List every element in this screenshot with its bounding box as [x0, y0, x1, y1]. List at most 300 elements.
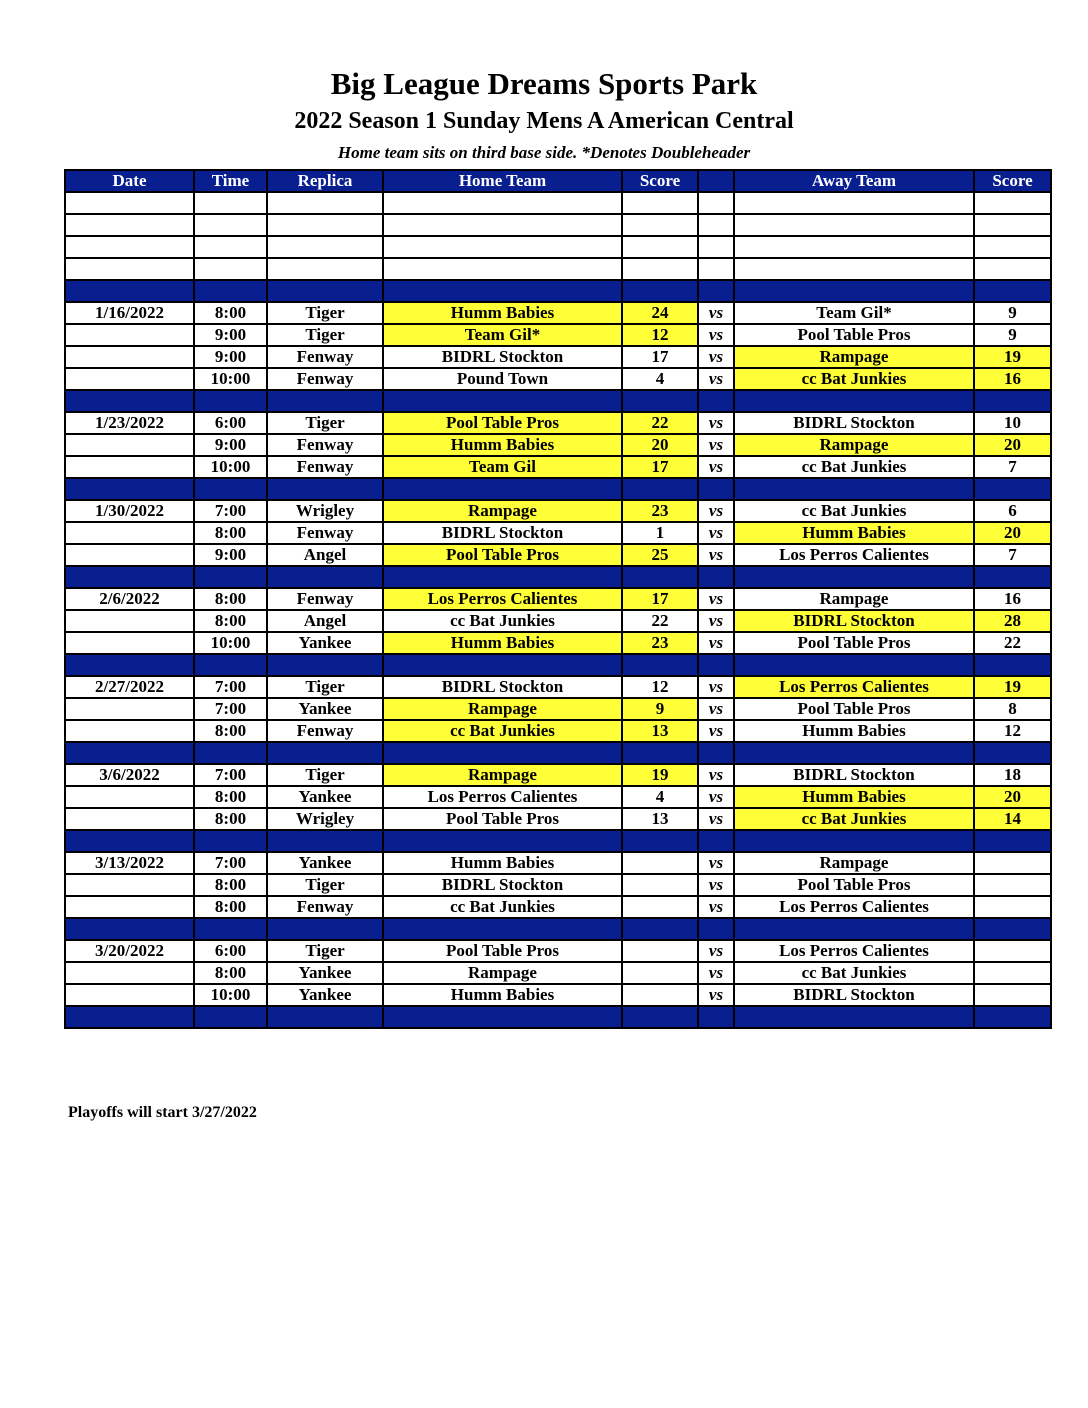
separator-cell [698, 566, 734, 588]
away-score: 20 [974, 434, 1051, 456]
game-row [65, 544, 1051, 566]
separator-cell [194, 742, 267, 764]
home-score: 22 [622, 412, 698, 434]
game-row [65, 368, 1051, 390]
empty-cell [734, 236, 974, 258]
separator-cell [383, 390, 622, 412]
away-team: cc Bat Junkies [734, 808, 974, 830]
col-date-header: Date [65, 170, 194, 192]
away-score: 22 [974, 632, 1051, 654]
game-date: 3/6/2022 [65, 764, 194, 786]
home-score: 20 [622, 434, 698, 456]
home-score [622, 984, 698, 1006]
game-field: Fenway [267, 434, 383, 456]
away-team: Los Perros Calientes [734, 544, 974, 566]
empty-cell [194, 236, 267, 258]
home-team: Rampage [383, 500, 622, 522]
separator-cell [65, 478, 194, 500]
game-field: Tiger [267, 874, 383, 896]
game-row [65, 522, 1051, 544]
vs-label: vs [698, 434, 734, 456]
week-separator-row [65, 390, 1051, 412]
separator-cell [698, 918, 734, 940]
game-time: 8:00 [194, 720, 267, 742]
vs-label: vs [698, 676, 734, 698]
separator-cell [698, 742, 734, 764]
separator-cell [622, 280, 698, 302]
home-team: Humm Babies [383, 632, 622, 654]
game-time: 9:00 [194, 434, 267, 456]
game-row [65, 720, 1051, 742]
vs-label: vs [698, 852, 734, 874]
blank-row [65, 214, 1051, 236]
separator-cell [267, 1006, 383, 1028]
away-score [974, 852, 1051, 874]
separator-cell [383, 280, 622, 302]
home-score: 19 [622, 764, 698, 786]
separator-cell [383, 830, 622, 852]
home-team: Team Gil [383, 456, 622, 478]
empty-cell [65, 214, 194, 236]
col-home-score-header: Score [622, 170, 698, 192]
home-score: 4 [622, 786, 698, 808]
separator-cell [65, 566, 194, 588]
game-row [65, 874, 1051, 896]
home-team: cc Bat Junkies [383, 610, 622, 632]
home-score: 24 [622, 302, 698, 324]
home-score: 12 [622, 676, 698, 698]
separator-cell [734, 280, 974, 302]
home-score [622, 852, 698, 874]
game-date: 2/27/2022 [65, 676, 194, 698]
separator-cell [383, 654, 622, 676]
home-score: 9 [622, 698, 698, 720]
game-date [65, 368, 194, 390]
separator-cell [194, 478, 267, 500]
home-team: BIDRL Stockton [383, 676, 622, 698]
game-row [65, 500, 1051, 522]
away-team: Los Perros Calientes [734, 896, 974, 918]
game-date [65, 610, 194, 632]
game-time: 7:00 [194, 764, 267, 786]
game-time: 7:00 [194, 676, 267, 698]
week-separator-row [65, 280, 1051, 302]
game-field: Angel [267, 610, 383, 632]
away-score [974, 984, 1051, 1006]
game-row [65, 962, 1051, 984]
game-time: 10:00 [194, 984, 267, 1006]
empty-cell [383, 236, 622, 258]
home-score [622, 874, 698, 896]
game-date [65, 896, 194, 918]
vs-label: vs [698, 632, 734, 654]
away-score: 8 [974, 698, 1051, 720]
away-score [974, 874, 1051, 896]
separator-cell [974, 390, 1051, 412]
empty-cell [622, 258, 698, 280]
separator-cell [383, 1006, 622, 1028]
home-score: 1 [622, 522, 698, 544]
vs-label: vs [698, 874, 734, 896]
vs-label: vs [698, 940, 734, 962]
game-field: Tiger [267, 302, 383, 324]
schedule-table [64, 169, 1052, 1029]
home-team: BIDRL Stockton [383, 522, 622, 544]
separator-cell [194, 830, 267, 852]
game-field: Yankee [267, 632, 383, 654]
away-score: 14 [974, 808, 1051, 830]
schedule-body [65, 192, 1051, 1028]
away-score [974, 940, 1051, 962]
game-row [65, 764, 1051, 786]
empty-cell [194, 258, 267, 280]
separator-cell [194, 654, 267, 676]
empty-cell [194, 214, 267, 236]
game-field: Fenway [267, 456, 383, 478]
empty-cell [194, 192, 267, 214]
away-team: Rampage [734, 852, 974, 874]
home-team: BIDRL Stockton [383, 874, 622, 896]
home-team: Humm Babies [383, 302, 622, 324]
playoffs-note: Playoffs will start 3/27/2022 [68, 1104, 257, 1121]
separator-cell [974, 1006, 1051, 1028]
week-separator-row [65, 742, 1051, 764]
empty-cell [65, 258, 194, 280]
game-row [65, 434, 1051, 456]
game-time: 8:00 [194, 808, 267, 830]
home-team: Pool Table Pros [383, 544, 622, 566]
game-row [65, 412, 1051, 434]
game-row [65, 302, 1051, 324]
separator-cell [734, 742, 974, 764]
vs-label: vs [698, 368, 734, 390]
game-field: Fenway [267, 368, 383, 390]
game-date: 2/6/2022 [65, 588, 194, 610]
home-score: 12 [622, 324, 698, 346]
game-date [65, 808, 194, 830]
game-time: 10:00 [194, 632, 267, 654]
game-date: 1/30/2022 [65, 500, 194, 522]
game-time: 8:00 [194, 588, 267, 610]
separator-cell [734, 390, 974, 412]
away-score: 12 [974, 720, 1051, 742]
away-score: 20 [974, 522, 1051, 544]
separator-cell [974, 918, 1051, 940]
separator-cell [383, 566, 622, 588]
empty-cell [734, 258, 974, 280]
away-score: 18 [974, 764, 1051, 786]
game-field: Yankee [267, 984, 383, 1006]
home-score: 23 [622, 500, 698, 522]
home-team: Pound Town [383, 368, 622, 390]
home-score: 13 [622, 808, 698, 830]
away-team: Humm Babies [734, 720, 974, 742]
game-field: Tiger [267, 676, 383, 698]
header-row [65, 170, 1051, 192]
vs-label: vs [698, 588, 734, 610]
game-field: Tiger [267, 412, 383, 434]
separator-cell [698, 1006, 734, 1028]
col-home-team-header: Home Team [383, 170, 622, 192]
vs-label: vs [698, 962, 734, 984]
separator-cell [65, 830, 194, 852]
separator-cell [698, 830, 734, 852]
game-row [65, 324, 1051, 346]
empty-cell [698, 192, 734, 214]
away-score [974, 896, 1051, 918]
away-team: Humm Babies [734, 522, 974, 544]
game-date [65, 720, 194, 742]
week-separator-row [65, 1006, 1051, 1028]
game-date [65, 456, 194, 478]
home-team: Pool Table Pros [383, 808, 622, 830]
away-team: BIDRL Stockton [734, 764, 974, 786]
home-team: Los Perros Calientes [383, 588, 622, 610]
empty-cell [622, 236, 698, 258]
empty-cell [734, 192, 974, 214]
away-score: 20 [974, 786, 1051, 808]
separator-cell [974, 478, 1051, 500]
home-team: Humm Babies [383, 434, 622, 456]
game-row [65, 610, 1051, 632]
away-team: Pool Table Pros [734, 632, 974, 654]
separator-cell [698, 654, 734, 676]
vs-label: vs [698, 544, 734, 566]
away-score: 6 [974, 500, 1051, 522]
away-team: BIDRL Stockton [734, 610, 974, 632]
game-time: 8:00 [194, 302, 267, 324]
home-score: 23 [622, 632, 698, 654]
game-time: 7:00 [194, 698, 267, 720]
game-field: Yankee [267, 786, 383, 808]
away-team: Rampage [734, 346, 974, 368]
separator-cell [698, 390, 734, 412]
home-score [622, 940, 698, 962]
game-field: Angel [267, 544, 383, 566]
vs-label: vs [698, 984, 734, 1006]
away-team: Pool Table Pros [734, 874, 974, 896]
separator-cell [267, 830, 383, 852]
away-score [974, 962, 1051, 984]
away-team: Pool Table Pros [734, 324, 974, 346]
home-score [622, 962, 698, 984]
vs-label: vs [698, 456, 734, 478]
game-time: 6:00 [194, 412, 267, 434]
home-team: Pool Table Pros [383, 412, 622, 434]
separator-cell [267, 654, 383, 676]
game-time: 8:00 [194, 786, 267, 808]
col-time-header: Time [194, 170, 267, 192]
separator-cell [267, 478, 383, 500]
game-date [65, 874, 194, 896]
away-score: 9 [974, 302, 1051, 324]
separator-cell [65, 742, 194, 764]
game-field: Fenway [267, 720, 383, 742]
separator-cell [622, 566, 698, 588]
col-vs-header [698, 170, 734, 192]
game-field: Wrigley [267, 500, 383, 522]
home-team: Rampage [383, 698, 622, 720]
away-score: 10 [974, 412, 1051, 434]
week-separator-row [65, 478, 1051, 500]
home-team: Humm Babies [383, 984, 622, 1006]
home-team: cc Bat Junkies [383, 896, 622, 918]
separator-cell [974, 830, 1051, 852]
empty-cell [267, 258, 383, 280]
separator-cell [267, 280, 383, 302]
game-row [65, 676, 1051, 698]
separator-cell [194, 1006, 267, 1028]
game-date [65, 346, 194, 368]
vs-label: vs [698, 500, 734, 522]
week-separator-row [65, 566, 1051, 588]
vs-label: vs [698, 720, 734, 742]
home-score: 13 [622, 720, 698, 742]
game-row [65, 940, 1051, 962]
away-score: 16 [974, 588, 1051, 610]
empty-cell [974, 192, 1051, 214]
game-date: 1/23/2022 [65, 412, 194, 434]
separator-cell [622, 742, 698, 764]
game-date [65, 786, 194, 808]
away-score: 7 [974, 456, 1051, 478]
separator-cell [734, 918, 974, 940]
game-date [65, 544, 194, 566]
empty-cell [65, 192, 194, 214]
game-field: Yankee [267, 962, 383, 984]
game-date [65, 632, 194, 654]
vs-label: vs [698, 786, 734, 808]
week-separator-row [65, 830, 1051, 852]
game-date [65, 984, 194, 1006]
vs-label: vs [698, 346, 734, 368]
separator-cell [65, 390, 194, 412]
separator-cell [974, 566, 1051, 588]
vs-label: vs [698, 324, 734, 346]
separator-cell [622, 830, 698, 852]
separator-cell [698, 478, 734, 500]
separator-cell [267, 742, 383, 764]
game-field: Fenway [267, 588, 383, 610]
separator-cell [734, 566, 974, 588]
separator-cell [194, 390, 267, 412]
game-field: Fenway [267, 896, 383, 918]
away-team: cc Bat Junkies [734, 368, 974, 390]
vs-label: vs [698, 610, 734, 632]
home-team: Humm Babies [383, 852, 622, 874]
away-team: BIDRL Stockton [734, 412, 974, 434]
game-row [65, 588, 1051, 610]
empty-cell [974, 258, 1051, 280]
home-score: 17 [622, 588, 698, 610]
game-time: 9:00 [194, 324, 267, 346]
game-date [65, 698, 194, 720]
away-team: Rampage [734, 434, 974, 456]
separator-cell [383, 742, 622, 764]
separator-cell [698, 280, 734, 302]
vs-label: vs [698, 302, 734, 324]
empty-cell [65, 236, 194, 258]
separator-cell [622, 1006, 698, 1028]
empty-cell [974, 214, 1051, 236]
separator-cell [622, 918, 698, 940]
home-score: 17 [622, 346, 698, 368]
game-time: 10:00 [194, 368, 267, 390]
separator-cell [65, 654, 194, 676]
away-team: Rampage [734, 588, 974, 610]
week-separator-row [65, 654, 1051, 676]
game-field: Wrigley [267, 808, 383, 830]
game-field: Tiger [267, 940, 383, 962]
separator-cell [974, 654, 1051, 676]
home-score [622, 896, 698, 918]
game-row [65, 896, 1051, 918]
game-field: Yankee [267, 852, 383, 874]
empty-cell [383, 214, 622, 236]
vs-label: vs [698, 522, 734, 544]
game-date [65, 324, 194, 346]
empty-cell [734, 214, 974, 236]
away-team: BIDRL Stockton [734, 984, 974, 1006]
game-time: 9:00 [194, 346, 267, 368]
separator-cell [65, 1006, 194, 1028]
empty-cell [267, 236, 383, 258]
away-score: 16 [974, 368, 1051, 390]
home-team: Los Perros Calientes [383, 786, 622, 808]
empty-cell [383, 192, 622, 214]
game-row [65, 786, 1051, 808]
home-score: 25 [622, 544, 698, 566]
game-date: 1/16/2022 [65, 302, 194, 324]
col-away-score-header: Score [974, 170, 1051, 192]
game-time: 8:00 [194, 874, 267, 896]
home-team: Rampage [383, 962, 622, 984]
game-time: 8:00 [194, 522, 267, 544]
home-team: Pool Table Pros [383, 940, 622, 962]
separator-cell [734, 830, 974, 852]
game-row [65, 852, 1051, 874]
vs-label: vs [698, 764, 734, 786]
game-time: 8:00 [194, 896, 267, 918]
separator-cell [734, 654, 974, 676]
game-time: 10:00 [194, 456, 267, 478]
away-team: cc Bat Junkies [734, 962, 974, 984]
game-row [65, 698, 1051, 720]
empty-cell [267, 192, 383, 214]
game-date [65, 434, 194, 456]
vs-label: vs [698, 412, 734, 434]
home-team: Rampage [383, 764, 622, 786]
empty-cell [622, 214, 698, 236]
separator-cell [622, 478, 698, 500]
col-away-team-header: Away Team [734, 170, 974, 192]
blank-row [65, 192, 1051, 214]
home-score: 22 [622, 610, 698, 632]
separator-cell [974, 742, 1051, 764]
schedule-note: Home team sits on third base side. *Denotes Doubleheader [337, 143, 751, 162]
away-team: Humm Babies [734, 786, 974, 808]
game-field: Yankee [267, 698, 383, 720]
separator-cell [734, 478, 974, 500]
blank-row [65, 258, 1051, 280]
home-score: 17 [622, 456, 698, 478]
col-replica-header: Replica [267, 170, 383, 192]
separator-cell [974, 280, 1051, 302]
game-row [65, 346, 1051, 368]
separator-cell [65, 280, 194, 302]
away-team: cc Bat Junkies [734, 456, 974, 478]
empty-cell [698, 258, 734, 280]
